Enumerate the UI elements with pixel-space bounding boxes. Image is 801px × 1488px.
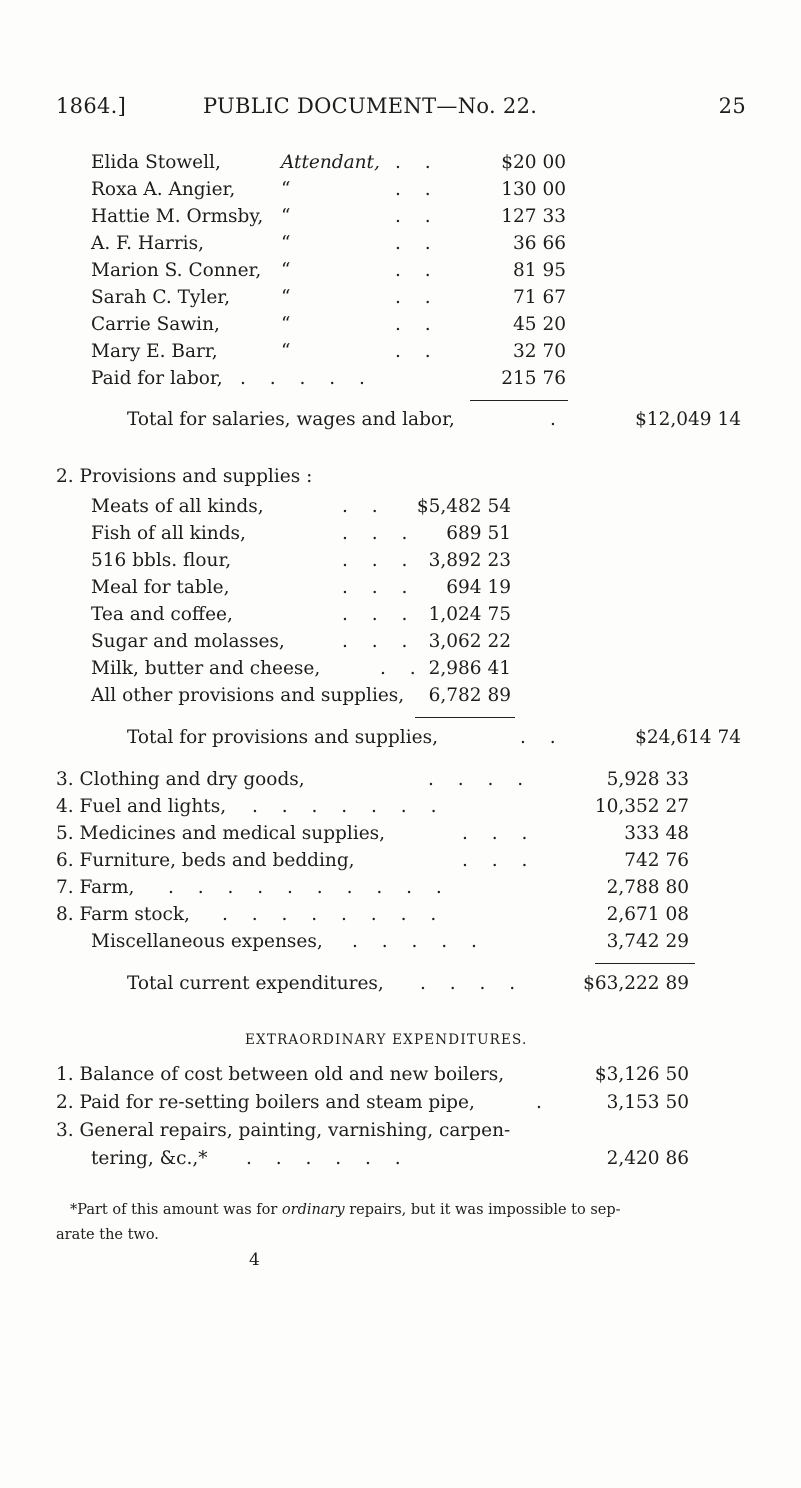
- salary-name: Paid for labor,: [91, 368, 223, 389]
- provision-amount: 689 51: [446, 523, 511, 544]
- leader-dots: . .: [395, 233, 440, 254]
- footnote-line: [70, 1199, 621, 1221]
- footnote-emphasis: ordinary: [281, 1202, 345, 1218]
- leader-dots: . . . . .: [352, 931, 486, 952]
- footnote-prefix: *Part of this amount was for: [70, 1202, 278, 1218]
- salary-role: “: [281, 341, 291, 362]
- leader-dots: . .: [520, 727, 565, 748]
- extraordinary-label: 3. General repairs, painting, varnishing, carpen-: [56, 1120, 511, 1141]
- category-amount: 10,352 27: [594, 796, 689, 817]
- leader-dots: . . . . . . . .: [222, 904, 446, 925]
- provisions-total-label: Total for provisions and supplies,: [127, 727, 438, 748]
- salary-amount: $20 00: [501, 152, 566, 173]
- extraordinary-heading: EXTRAORDINARY EXPENDITURES.: [245, 1032, 528, 1048]
- leader-dots: . .: [395, 206, 440, 227]
- category-amount: 742 76: [624, 850, 689, 871]
- salary-amount: 130 00: [501, 179, 566, 200]
- salary-role: Attendant,: [281, 152, 380, 173]
- salary-amount: 32 70: [513, 341, 566, 362]
- leader-dots: . . .: [342, 577, 417, 598]
- salary-name: Roxa A. Angier,: [91, 179, 236, 200]
- category-amount: 3,742 29: [606, 931, 689, 952]
- leader-dots: . . .: [462, 823, 537, 844]
- salary-amount: 36 66: [513, 233, 566, 254]
- category-label: 3. Clothing and dry goods,: [56, 769, 305, 790]
- category-label: 7. Farm,: [56, 877, 135, 898]
- provision-amount: 3,892 23: [428, 550, 511, 571]
- salary-role: “: [281, 287, 291, 308]
- category-amount: 5,928 33: [606, 769, 689, 790]
- category-label: 5. Medicines and medical supplies,: [56, 823, 386, 844]
- provision-amount: 3,062 22: [428, 631, 511, 652]
- salary-role: “: [281, 179, 291, 200]
- leader-dots: . . .: [342, 523, 417, 544]
- provision-amount: 694 19: [446, 577, 511, 598]
- leader-dots: . . . . . .: [246, 1148, 410, 1169]
- total-rule: [595, 963, 695, 964]
- provision-label: Milk, butter and cheese,: [91, 658, 321, 679]
- provision-amount: $5,482 54: [416, 496, 511, 517]
- salary-role: “: [281, 260, 291, 281]
- category-label: Miscellaneous expenses,: [91, 931, 323, 952]
- provision-label: Meats of all kinds,: [91, 496, 264, 517]
- salary-name: Elida Stowell,: [91, 152, 221, 173]
- salary-role: “: [281, 206, 291, 227]
- provision-amount: 1,024 75: [428, 604, 511, 625]
- salary-amount: 81 95: [513, 260, 566, 281]
- salary-role: “: [281, 314, 291, 335]
- header-year: 1864.]: [56, 94, 127, 118]
- salary-name: Marion S. Conner,: [91, 260, 262, 281]
- leader-dots: . .: [395, 260, 440, 281]
- footnote-suffix: repairs, but it was impossible to sep-: [349, 1202, 621, 1218]
- leader-dots: . . . .: [420, 973, 525, 994]
- provision-label: 516 bbls. flour,: [91, 550, 232, 571]
- leader-dots: . . . . . . .: [252, 796, 446, 817]
- salary-name: Mary E. Barr,: [91, 341, 218, 362]
- salary-amount: 45 20: [513, 314, 566, 335]
- current-total-label: Total current expenditures,: [127, 973, 384, 994]
- leader-dots: . .: [395, 341, 440, 362]
- leader-dots: .: [536, 1092, 551, 1113]
- extraordinary-label: 1. Balance of cost between old and new boilers,: [56, 1064, 505, 1085]
- extraordinary-amount: 3,153 50: [606, 1092, 689, 1113]
- provisions-heading: 2. Provisions and supplies :: [56, 466, 313, 487]
- salaries-total-label: Total for salaries, wages and labor,: [127, 409, 455, 430]
- category-label: 6. Furniture, beds and bedding,: [56, 850, 355, 871]
- leader-dots: .: [550, 409, 565, 430]
- provision-label: Fish of all kinds,: [91, 523, 246, 544]
- leader-dots: . . .: [342, 631, 417, 652]
- extraordinary-amount: $3,126 50: [594, 1064, 689, 1085]
- provision-label: Sugar and molasses,: [91, 631, 285, 652]
- total-rule: [470, 400, 568, 401]
- salary-name: Hattie M. Ormsby,: [91, 206, 264, 227]
- leader-dots: . . .: [342, 604, 417, 625]
- leader-dots: . .: [395, 314, 440, 335]
- header-title: PUBLIC DOCUMENT—No. 22.: [203, 94, 538, 118]
- total-rule: [415, 717, 515, 718]
- salary-name: Carrie Sawin,: [91, 314, 220, 335]
- salary-name: Sarah C. Tyler,: [91, 287, 230, 308]
- leader-dots: . . .: [342, 550, 417, 571]
- provision-amount: 2,986 41: [428, 658, 511, 679]
- leader-dots: . .: [395, 179, 440, 200]
- provision-label: Meal for table,: [91, 577, 230, 598]
- footnote-line-2: arate the two.: [56, 1227, 159, 1243]
- category-label: 8. Farm stock,: [56, 904, 190, 925]
- leader-dots: . . .: [462, 850, 537, 871]
- current-total-amount: $63,222 89: [583, 973, 689, 994]
- salary-amount: 127 33: [501, 206, 566, 227]
- salary-name: A. F. Harris,: [91, 233, 204, 254]
- leader-dots: . .: [395, 287, 440, 308]
- provision-label: Tea and coffee,: [91, 604, 233, 625]
- salaries-total-amount: $12,049 14: [635, 409, 741, 430]
- extraordinary-continuation: tering, &c.,*: [91, 1148, 208, 1169]
- salary-amount: 71 67: [513, 287, 566, 308]
- category-label: 4. Fuel and lights,: [56, 796, 227, 817]
- leader-dots: . . . . . . . . . .: [168, 877, 451, 898]
- leader-dots: . .: [342, 496, 387, 517]
- salary-role: “: [281, 233, 291, 254]
- provision-amount: 6,782 89: [428, 685, 511, 706]
- category-amount: 2,788 80: [606, 877, 689, 898]
- signature-mark: 4: [249, 1250, 260, 1270]
- category-amount: 2,671 08: [606, 904, 689, 925]
- extraordinary-label: 2. Paid for re-setting boilers and steam pipe,: [56, 1092, 475, 1113]
- leader-dots: . .: [395, 152, 440, 173]
- header-page-number: 25: [718, 94, 746, 118]
- leader-dots: . . . .: [428, 769, 533, 790]
- provisions-total-amount: $24,614 74: [635, 727, 741, 748]
- leader-dots: . .: [380, 658, 425, 679]
- extraordinary-amount: 2,420 86: [606, 1148, 689, 1169]
- leader-dots: . . . . .: [240, 368, 374, 389]
- salary-amount: 215 76: [501, 368, 566, 389]
- category-amount: 333 48: [624, 823, 689, 844]
- provision-label: All other provisions and supplies,: [91, 685, 405, 706]
